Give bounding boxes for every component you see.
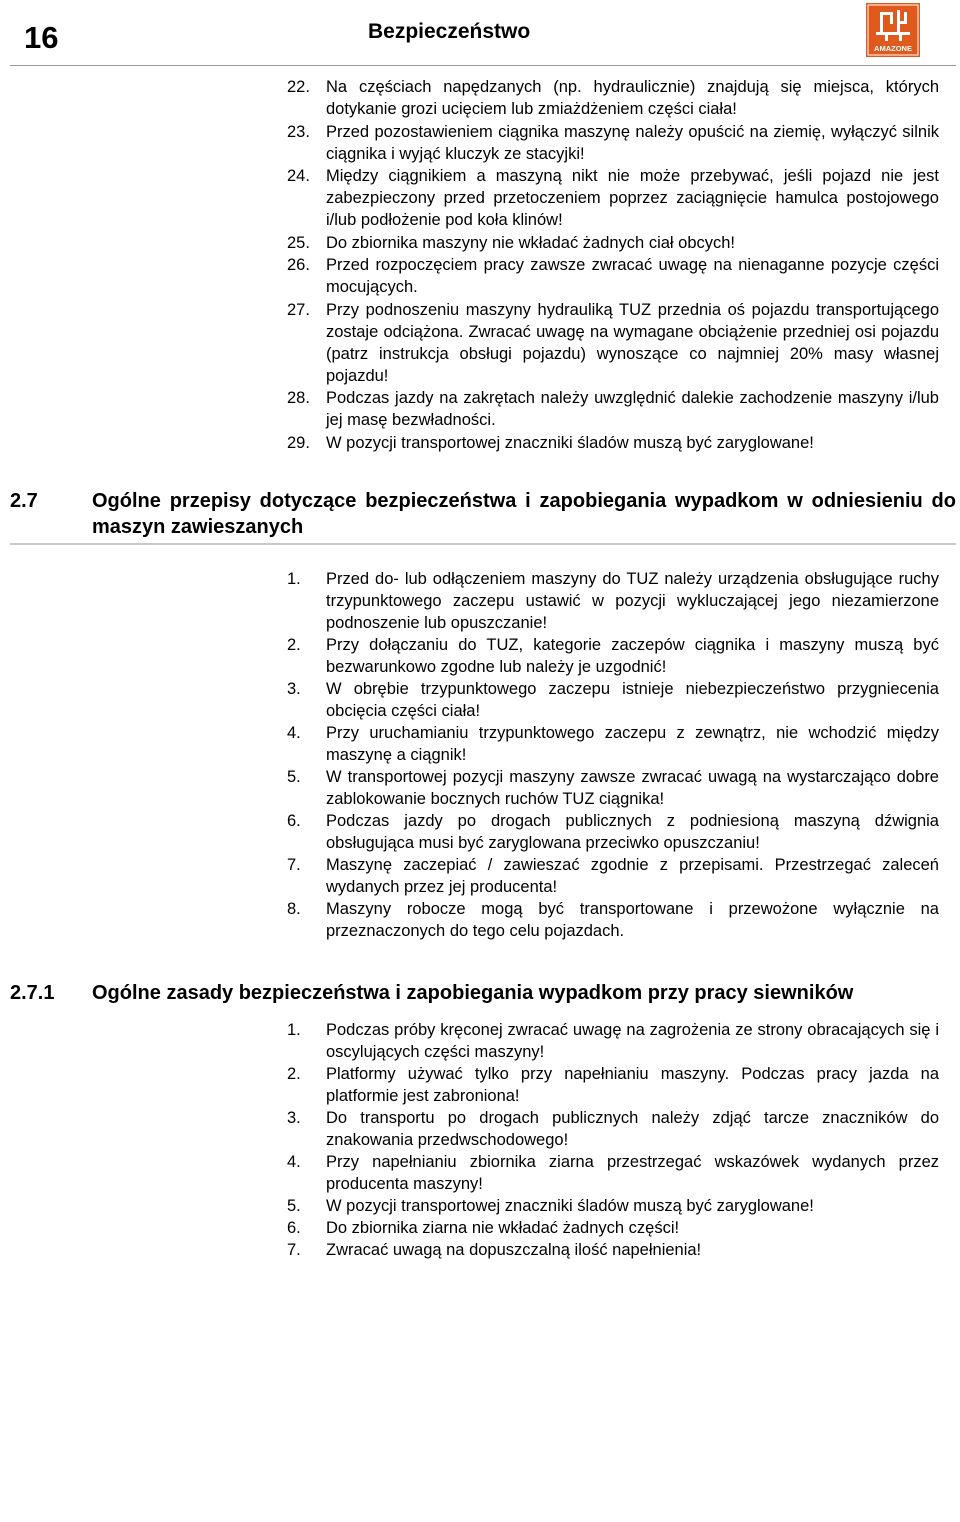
item-text: Zwracać uwagą na dopuszczalną ilość napełnienia! — [326, 1241, 702, 1259]
list-item — [287, 387, 939, 431]
list-item — [287, 678, 939, 722]
item-text: Przy dołączaniu do TUZ, kategorie zaczepów ciągnika i maszyny muszą być bezwarunkowo zgodne lub należy je uzgodnić! — [326, 636, 939, 676]
item-number: 4. — [287, 724, 301, 742]
section-title: Ogólne zasady bezpieczeństwa i zapobiegania wypadkom przy pracy siewników — [92, 982, 854, 1004]
item-text: Do zbiornika ziarna nie wkładać żadnych części! — [326, 1219, 680, 1237]
item-text: Maszyny robocze mogą być transportowane i przewożone wyłącznie na przeznaczonych do tego celu pojazdach. — [326, 900, 939, 940]
item-number: 8. — [287, 900, 301, 918]
list-item — [287, 76, 939, 120]
item-number: 4. — [287, 1153, 301, 1171]
list-item — [287, 766, 939, 810]
item-number: 27. — [287, 300, 310, 319]
item-number: 5. — [287, 1197, 301, 1215]
list-item — [287, 165, 939, 231]
item-text: Maszynę zaczepiać / zawieszać zgodnie z przepisami. Przestrzegać zaleceń wydanych przez jej producenta! — [326, 856, 939, 896]
list-item — [287, 722, 939, 766]
section-number: 2.7.1 — [10, 982, 55, 1004]
item-number: 1. — [287, 1021, 301, 1039]
list-item — [287, 1151, 939, 1195]
item-text: Przy napełnianiu zbiornika ziarna przestrzegać wskazówek wydanych przez producenta maszyny! — [326, 1153, 939, 1193]
item-text: Przed do- lub odłączeniem maszyny do TUZ należy urządzenia obsługujące ruchy trzypunktowego zaczepu ustawić w pozycji wykluczającej jego niezamierzone podnoszenie lub opuszczanie! — [326, 570, 939, 632]
item-text: Podczas jazdy po drogach publicznych z podniesioną maszyną dźwignia obsługująca musi być zaryglowana przeciwko opuszczaniu! — [326, 812, 939, 852]
section-divider — [10, 543, 956, 545]
list-item — [287, 232, 939, 254]
item-text: Przed rozpoczęciem pracy zawsze zwracać uwagę na nienaganne pozycje części mocujących. — [326, 256, 939, 296]
list-item — [287, 299, 939, 387]
logo-text: AMAZONE — [874, 44, 912, 53]
item-text: Podczas próby kręconej zwracać uwagę na zagrożenia ze strony obracających się i oscylujących części maszyny! — [326, 1021, 939, 1061]
item-text: Przy uruchamianiu trzypunktowego zaczepu z zewnątrz, nie wchodzić między maszynę a ciągnik! — [326, 724, 939, 764]
amazone-logo — [866, 3, 920, 57]
item-text: Do transportu po drogach publicznych należy zdjąć tarcze znaczników do znakowania przedwschodowego! — [326, 1109, 939, 1149]
item-number: 23. — [287, 122, 310, 141]
section-heading-2-7-1 — [10, 980, 956, 1008]
item-number: 3. — [287, 1109, 301, 1127]
item-text: W obrębie trzypunktowego zaczepu istnieje niebezpieczeństwo przygniecenia obcięcia części ciała! — [326, 680, 939, 720]
list-item — [287, 898, 939, 942]
item-number: 3. — [287, 680, 301, 698]
item-number: 6. — [287, 812, 301, 830]
item-number: 2. — [287, 1065, 301, 1083]
list-item — [287, 1107, 939, 1151]
list-item — [287, 854, 939, 898]
item-text: Do zbiornika maszyny nie wkładać żadnych ciał obcych! — [326, 233, 736, 252]
safety-list-seed-drills — [287, 1019, 939, 1261]
item-number: 22. — [287, 78, 310, 96]
item-number: 7. — [287, 1241, 301, 1259]
item-number: 6. — [287, 1219, 301, 1237]
section-heading-2-7 — [10, 488, 956, 544]
item-text: Na częściach napędzanych (np. hydraulicznie) znajdują się miejsca, których dotykanie grozi ucięciem lub zmiażdżeniem części ciała! — [326, 78, 939, 118]
item-text: Między ciągnikiem a maszyną nikt nie może przebywać, jeśli pojazd nie jest zabezpieczony przed przetoczeniem poprzez zaciągnięcie hamulca postojowego i/lub podłożenie pod koła klinów! — [326, 167, 939, 229]
list-item — [287, 568, 939, 634]
list-item — [287, 634, 939, 678]
item-text: W pozycji transportowej znaczniki śladów muszą być zaryglowane! — [326, 433, 814, 452]
item-text: Przy podnoszeniu maszyny hydrauliką TUZ przednia oś pojazdu transportującego zostaje odciążona. Zwracać uwagę na wymagane obciążenie przedniej osi pojazdu (patrz instrukcja obsługi pojazdu) wynoszące co najmniej 20% masy własnej pojazdu! — [326, 300, 939, 385]
item-number: 2. — [287, 636, 301, 654]
item-text: Platformy używać tylko przy napełnianiu maszyny. Podczas pracy jazda na platformie jest zabroniona! — [326, 1065, 939, 1105]
list-item — [287, 432, 939, 454]
page-number: 16 — [24, 20, 59, 55]
list-item — [287, 121, 939, 165]
list-item — [287, 1063, 939, 1107]
list-item — [287, 1195, 939, 1217]
item-number: 25. — [287, 233, 310, 252]
item-number: 29. — [287, 433, 310, 452]
section-title: Ogólne przepisy dotyczące bezpieczeństwa i zapobiegania wypadkom w odniesieniu do maszyn zawieszanych — [92, 490, 956, 538]
item-text: W transportowej pozycji maszyny zawsze zwracać uwagą na wystarczająco dobre zablokowanie bocznych ruchów TUZ ciągnika! — [326, 768, 939, 808]
list-item — [287, 810, 939, 854]
safety-list-general — [287, 76, 939, 454]
item-text: Przed pozostawieniem ciągnika maszynę należy opuścić na ziemię, wyłączyć silnik ciągnika i wyjąć kluczyk ze stacyjki! — [326, 122, 939, 163]
list-item — [287, 1239, 939, 1261]
safety-list-mounted-machines — [287, 568, 939, 942]
item-number: 26. — [287, 256, 310, 274]
list-item — [287, 254, 939, 298]
list-item — [287, 1019, 939, 1063]
item-text: W pozycji transportowej znaczniki śladów muszą być zaryglowane! — [326, 1197, 814, 1215]
item-number: 1. — [287, 570, 301, 588]
item-number: 24. — [287, 167, 310, 185]
header-divider — [10, 65, 956, 66]
item-number: 5. — [287, 768, 301, 786]
header-title: Bezpieczeństwo — [368, 20, 531, 43]
item-number: 7. — [287, 856, 301, 874]
item-text: Podczas jazdy na zakrętach należy uwzględnić dalekie zachodzenie maszyny i/lub jej masę bezwładności. — [326, 389, 939, 429]
item-number: 28. — [287, 389, 310, 407]
list-item — [287, 1217, 939, 1239]
amazone-logo-icon — [866, 3, 920, 57]
section-number: 2.7 — [10, 490, 38, 512]
